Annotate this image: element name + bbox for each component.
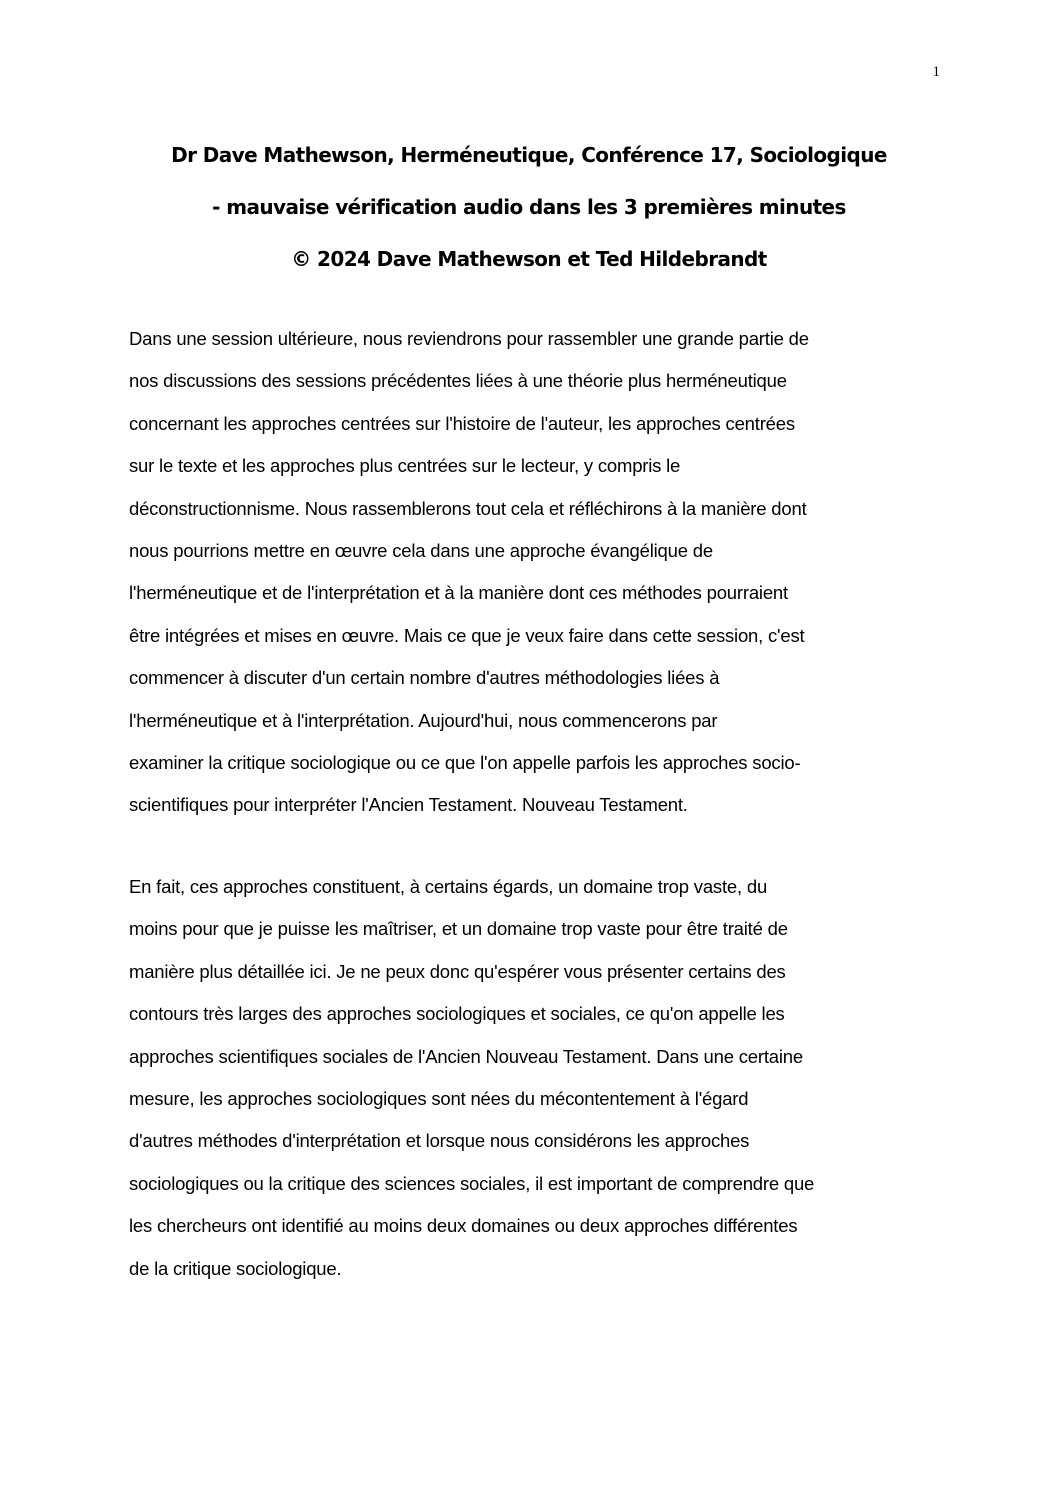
paragraph-line: d'autres méthodes d'interprétation et lorsque nous considérons les approches bbox=[129, 1130, 750, 1152]
document-title bbox=[60, 129, 998, 285]
paragraph-line: déconstructionnisme. Nous rassemblerons tout cela et réfléchirons à la manière dont bbox=[129, 497, 807, 519]
title-line: - mauvaise vérification audio dans les 3 premières minutes bbox=[212, 195, 846, 219]
page-number: 1 bbox=[932, 64, 940, 80]
paragraph-line: Dans une session ultérieure, nous reviendrons pour rassembler une grande partie de bbox=[129, 328, 809, 349]
paragraph-line: l'herméneutique et de l'interprétation et à la manière dont ces méthodes pourraient bbox=[129, 582, 788, 604]
paragraph-2 bbox=[129, 866, 934, 1290]
paragraph-line: être intégrées et mises en œuvre. Mais ce que je veux faire dans cette session, c'est bbox=[129, 624, 805, 646]
title-line: Dr Dave Mathewson, Herméneutique, Conférence 17, Sociologique bbox=[171, 143, 887, 167]
paragraph-line: scientifiques pour interpréter l'Ancien Testament. Nouveau Testament. bbox=[129, 794, 688, 816]
paragraph-line: sur le texte et les approches plus centrées sur le lecteur, y compris le bbox=[129, 455, 681, 477]
paragraph-line: concernant les approches centrées sur l'histoire de l'auteur, les approches centrées bbox=[129, 412, 795, 434]
paragraph-line: moins pour que je puisse les maîtriser, et un domaine trop vaste pour être traité de bbox=[129, 918, 788, 940]
paragraph-line: les chercheurs ont identifié au moins deux domaines ou deux approches différentes bbox=[129, 1215, 798, 1237]
paragraph-line: nous pourrions mettre en œuvre cela dans une approche évangélique de bbox=[129, 540, 713, 562]
paragraph-1 bbox=[129, 318, 934, 827]
paragraph-line: de la critique sociologique. bbox=[129, 1257, 342, 1279]
paragraph-line: manière plus détaillée ici. Je ne peux donc qu'espérer vous présenter certains des bbox=[129, 960, 786, 982]
copyright-line: © 2024 Dave Mathewson et Ted Hildebrandt bbox=[291, 247, 767, 271]
paragraph-line: commencer à discuter d'un certain nombre d'autres méthodologies liées à bbox=[129, 667, 720, 689]
paragraph-line: mesure, les approches sociologiques sont nées du mécontentement à l'égard bbox=[129, 1088, 749, 1110]
paragraph-line: En fait, ces approches constituent, à certains égards, un domaine trop vaste, du bbox=[129, 876, 768, 897]
paragraph-line: approches scientifiques sociales de l'Ancien Nouveau Testament. Dans une certaine bbox=[129, 1045, 803, 1067]
paragraph-line: nos discussions des sessions précédentes liées à une théorie plus herméneutique bbox=[129, 370, 787, 392]
paragraph-line: sociologiques ou la critique des sciences sociales, il est important de comprendre que bbox=[129, 1172, 815, 1194]
paragraph-line: l'herméneutique et à l'interprétation. Aujourd'hui, nous commencerons par bbox=[129, 709, 718, 731]
paragraph-line: contours très larges des approches sociologiques et sociales, ce qu'on appelle les bbox=[129, 1003, 785, 1025]
paragraph-line: examiner la critique sociologique ou ce que l'on appelle parfois les approches socio- bbox=[129, 752, 801, 774]
